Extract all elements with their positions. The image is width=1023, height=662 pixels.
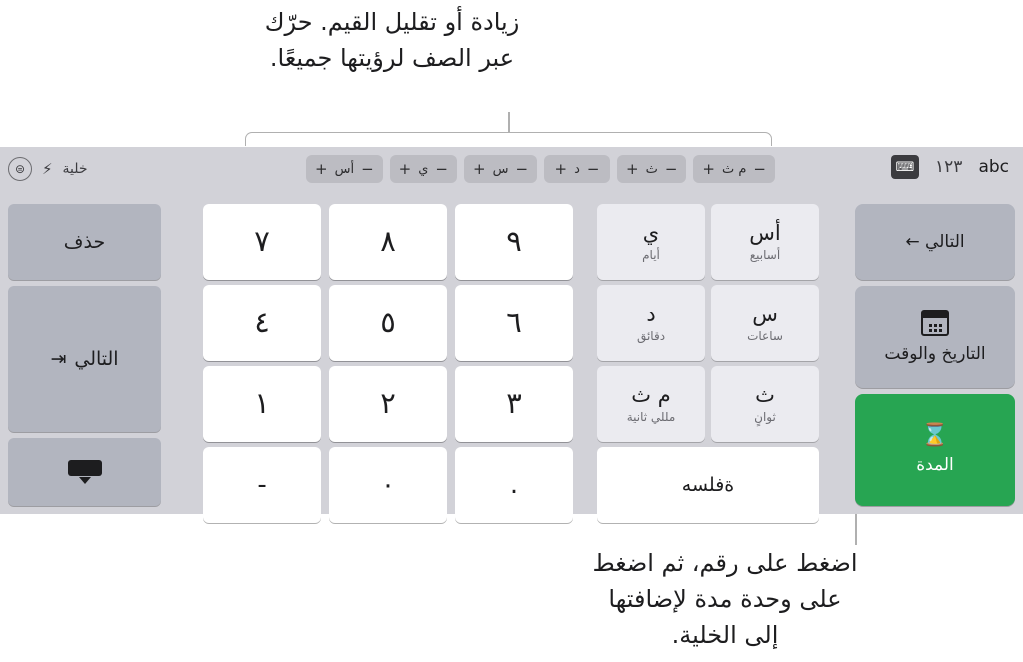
stepper-unit-label: م ث	[722, 161, 747, 177]
digit-key-6[interactable]	[455, 285, 573, 361]
digit-key-8[interactable]	[329, 204, 447, 280]
key-glyph: ٧	[254, 224, 270, 259]
side-duration-label: المدة	[916, 455, 954, 475]
mode-alpha-button[interactable]: abc	[978, 157, 1009, 177]
hourglass-icon: ⌛	[921, 423, 949, 448]
stepper-minus-icon[interactable]: −	[753, 160, 766, 178]
key-glyph: ٣	[506, 386, 522, 421]
unit-key-seconds[interactable]	[711, 366, 819, 442]
stepper-unit-label: د	[574, 161, 580, 177]
key-glyph: ٢	[380, 386, 396, 421]
side-date-time-label: التاريخ والوقت	[884, 344, 986, 364]
callout-bottom-text: اضغط على رقم، ثم اضغط على وحدة مدة لإضافتها إلى الخلية.	[592, 549, 858, 649]
tab-arrow-icon: ⇥	[50, 348, 67, 370]
hide-keyboard-icon-arrow	[79, 477, 91, 484]
calendar-icon-header	[923, 312, 947, 318]
side-next-button[interactable]	[855, 204, 1015, 280]
unit-key-sublabel: ثوانٍ	[754, 409, 776, 424]
unit-key-sublabel: مللي ثانية	[626, 409, 676, 424]
unit-key-sublabel: أيام	[642, 247, 660, 262]
key-glyph: ٤	[254, 305, 270, 340]
stepper-minus-icon[interactable]: −	[435, 160, 448, 178]
stepper-plus-icon[interactable]: +	[554, 160, 568, 178]
unit-key-glyph: أس	[749, 221, 781, 246]
key-glyph: ١	[254, 386, 270, 421]
unit-key-days[interactable]	[597, 204, 705, 280]
decimal-point-key[interactable]	[455, 447, 573, 523]
mode-numeric-button[interactable]: ١٢٣	[935, 157, 963, 177]
digit-key-3[interactable]	[455, 366, 573, 442]
key-glyph: ٦	[506, 305, 522, 340]
digit-key-9[interactable]	[455, 204, 573, 280]
minus-key[interactable]	[203, 447, 321, 523]
on-screen-keyboard	[0, 147, 1023, 514]
dismiss-keyboard-glyph: ⌨	[895, 159, 915, 175]
stepper-plus-icon[interactable]: +	[702, 160, 715, 178]
unit-key-sublabel: ساعات	[747, 328, 783, 343]
next-key-label: التالي	[74, 348, 119, 370]
hide-keyboard-key[interactable]	[8, 438, 161, 506]
stepper-plus-icon[interactable]: +	[472, 160, 486, 178]
stepper-hours[interactable]	[464, 155, 537, 183]
digit-key-7[interactable]	[203, 204, 321, 280]
callout-top-stem	[508, 112, 510, 133]
cell-label: خلية	[62, 161, 88, 177]
stepper-minus-icon[interactable]: −	[664, 160, 678, 178]
calendar-icon	[921, 310, 949, 336]
delete-key-label: حذف	[63, 231, 106, 253]
stepper-unit-label: أس	[334, 161, 355, 177]
unit-key-minutes[interactable]	[597, 285, 705, 361]
unit-key-glyph: د	[646, 302, 656, 327]
unit-key-sublabel: دقائق	[636, 328, 666, 343]
next-key-inner	[50, 348, 118, 370]
space-key[interactable]	[597, 447, 819, 523]
digit-key-4[interactable]	[203, 285, 321, 361]
key-glyph: ةفلسه	[681, 473, 735, 496]
stepper-plus-icon[interactable]: +	[398, 160, 412, 178]
unit-key-milliseconds[interactable]	[597, 366, 705, 442]
digit-key-5[interactable]	[329, 285, 447, 361]
hide-keyboard-icon	[68, 460, 102, 484]
stepper-days[interactable]	[390, 155, 457, 183]
stepper-plus-icon[interactable]: +	[315, 160, 328, 178]
unit-stepper-row[interactable]	[245, 155, 775, 187]
toolbar-left-group	[8, 157, 88, 181]
stepper-minus-icon[interactable]: −	[361, 160, 374, 178]
bolt-icon[interactable]: ⚡	[42, 160, 53, 178]
key-glyph: ٥	[380, 305, 396, 340]
side-date-time-button[interactable]	[855, 286, 1015, 388]
stepper-unit-label: س	[492, 161, 509, 177]
keyboard-toolbar	[0, 147, 1023, 195]
unit-key-sublabel: أسابيع	[749, 247, 781, 262]
side-duration-button[interactable]	[855, 394, 1015, 506]
hide-keyboard-icon-body	[68, 460, 102, 476]
stepper-seconds[interactable]	[617, 155, 686, 183]
stepper-plus-icon[interactable]: +	[626, 160, 639, 178]
key-glyph: ٩	[506, 224, 522, 259]
stepper-minus-icon[interactable]: −	[515, 160, 529, 178]
key-glyph: .	[509, 469, 519, 500]
unit-key-glyph: س	[752, 302, 778, 327]
stepper-milliseconds[interactable]	[693, 155, 775, 183]
formula-icon[interactable]: ⊜	[8, 157, 32, 181]
side-next-label: التالي ←	[905, 232, 965, 252]
side-next-arrow-icon: ←	[905, 232, 920, 252]
toolbar-right-group	[891, 155, 1023, 179]
unit-key-glyph: ث	[755, 383, 775, 408]
unit-key-hours[interactable]	[711, 285, 819, 361]
key-glyph: ٨	[380, 224, 396, 259]
dismiss-keyboard-icon[interactable]	[891, 155, 919, 179]
calendar-icon-dots	[925, 329, 945, 332]
next-key[interactable]	[8, 286, 161, 432]
key-glyph: ‑	[257, 469, 267, 500]
digit-key-1[interactable]	[203, 366, 321, 442]
unit-key-weeks[interactable]	[711, 204, 819, 280]
callout-top-bracket	[245, 132, 772, 146]
unit-key-glyph: ي	[642, 221, 660, 246]
callout-top-text: زيادة أو تقليل القيم. حرّك عبر الصف لرؤيتها جميعًا.	[264, 8, 520, 72]
delete-key[interactable]	[8, 204, 161, 280]
digit-key-0[interactable]	[329, 447, 447, 523]
stepper-minutes[interactable]	[544, 155, 610, 183]
calendar-icon-dots	[925, 324, 945, 327]
key-glyph: ٠	[381, 469, 395, 500]
stepper-unit-label: ث	[645, 161, 658, 177]
stepper-weeks[interactable]	[306, 155, 383, 183]
stepper-minus-icon[interactable]: −	[586, 160, 600, 178]
digit-key-2[interactable]	[329, 366, 447, 442]
stepper-unit-label: ي	[418, 161, 429, 177]
unit-key-glyph: م ث	[631, 383, 671, 408]
